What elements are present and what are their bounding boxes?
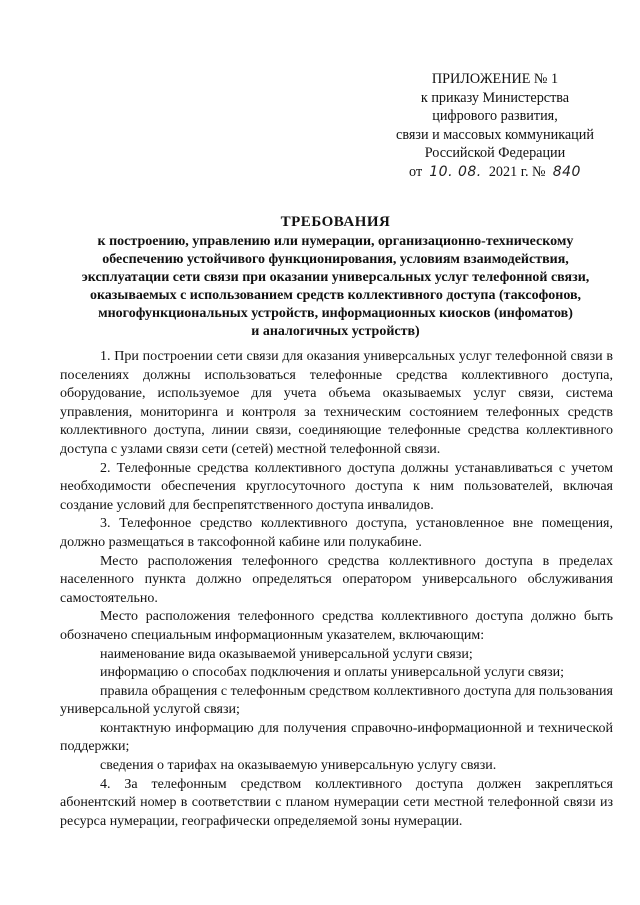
- list-item: наименование вида оказываемой универсальной услуги связи;: [100, 646, 473, 662]
- handwritten-date: 10. 08.: [429, 163, 482, 180]
- paragraph: 3. Телефонное средство коллективного доступа, установленное вне помещения, должно размещаться в таксофонной кабине или полукабине.: [60, 516, 613, 550]
- paragraph: 1. При построении сети связи для оказания универсальных услуг телефонной связи в поселениях должны использоваться телефонные средства коллективного доступа, оборудование, используемое для учета объема оказываемых услуг связи, система управления, мониторинга и контроля за техническим состоянием телефонных средств коллективного доступа, линии связи, соединяющие телефонные средства коллективного доступа с узлами связи сети (сетей) местной телефонной связи.: [60, 349, 613, 457]
- title-subtitle-line: эксплуатации сети связи при оказании универсальных услуг телефонной связи,: [81, 270, 590, 285]
- list-item: контактную информацию для получения справочно-информационной и технической поддержки;: [60, 720, 613, 755]
- title-subtitle-line: оказываемых с использованием средств коллективного доступа (таксофонов,: [89, 288, 582, 303]
- paragraph: 4. За телефонным средством коллективного доступа должен закрепляться абонентский номер в соответствии с планом нумерации сети местной телефонной связи из ресурса нумерации, географически определяемой зоны нумерации.: [60, 776, 613, 829]
- paragraph: 2. Телефонные средства коллективного доступа должны устанавливаться с учетом необходимости обеспечения круглосуточного доступа к ним пользователей, включая создание условий для беспрепятственного доступа инвалидов.: [60, 460, 613, 513]
- title-subtitle-line: обеспечению устойчивого функционирования, условиям взаимодействия,: [102, 252, 569, 267]
- date-prefix: от: [409, 163, 423, 180]
- document-title: [58, 213, 613, 341]
- paragraph: Место расположения телефонного средства коллективного доступа должно быть обозначено специальным информационным указателем, включающим:: [60, 609, 613, 643]
- title-heading: ТРЕБОВАНИЯ: [280, 214, 391, 230]
- list-item: информацию о способах подключения и оплаты универсальной услуги связи;: [100, 665, 565, 681]
- appendix-line: связи и массовых коммуникаций: [396, 126, 594, 143]
- appendix-line: Российской Федерации: [424, 145, 566, 161]
- order-date-line: [380, 163, 610, 182]
- date-year: 2021 г. №: [488, 163, 546, 180]
- title-subtitle-line: многофункциональных устройств, информационных киосков (инфоматов): [98, 306, 573, 321]
- appendix-line: цифрового развития,: [432, 108, 558, 124]
- list-item: правила обращения с телефонным средством коллективного доступа для пользования универсальной услугой связи;: [60, 683, 613, 718]
- handwritten-order-number: 840: [552, 163, 581, 180]
- title-subtitle-line: и аналогичных устройств): [251, 324, 420, 339]
- list-item: сведения о тарифах на оказываемую универсальную услугу связи.: [100, 758, 497, 774]
- appendix-line: к приказу Министерства: [420, 89, 570, 106]
- document-body: [60, 348, 613, 831]
- paragraph: Место расположения телефонного средства коллективного доступа в пределах населенного пункта должно определяться оператором универсального обслуживания самостоятельно.: [60, 553, 613, 606]
- appendix-title: ПРИЛОЖЕНИЕ № 1: [431, 71, 559, 87]
- appendix-header: [380, 70, 610, 181]
- title-subtitle-line: к построению, управлению или нумерации, организационно-техническому: [97, 234, 574, 249]
